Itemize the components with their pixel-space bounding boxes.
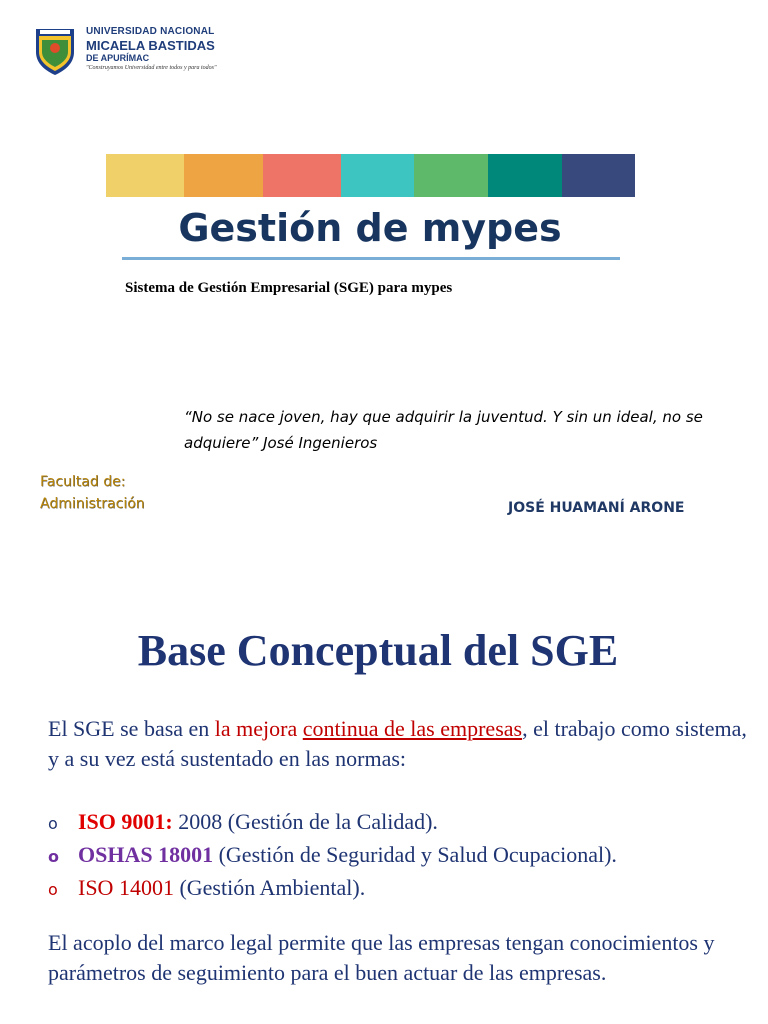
closing-paragraph: El acoplo del marco legal permite que las empresas tengan conocimientos y parámetros de seguimiento para el buen actuar de las empresas.: [48, 930, 715, 985]
band-segment: [263, 154, 341, 197]
norm-text: 2008 (Gestión de la Calidad).: [172, 809, 438, 834]
page-subtitle: Sistema de Gestión Empresarial (SGE) para mypes: [125, 280, 453, 296]
bullet-icon: o: [48, 880, 58, 899]
title-underline: [122, 257, 620, 260]
quote: “No se nace joven, hay que adquirir la juventud. Y sin un ideal, no se adquiere” José Ingenieros: [184, 408, 703, 452]
band-segment: [341, 154, 414, 197]
page-title: Gestión de mypes: [178, 206, 562, 250]
norm-label: ISO 9001:: [78, 809, 173, 834]
author-name: JOSÉ HUAMANÍ ARONE: [508, 500, 685, 516]
band-segment: [106, 154, 184, 197]
band-segment: [488, 154, 562, 197]
band-segment: [184, 154, 263, 197]
norm-text: (Gestión de Seguridad y Salud Ocupacional).: [213, 842, 617, 867]
band-segment: [414, 154, 488, 197]
band-segment: [562, 154, 635, 197]
faculty-label: [40, 471, 160, 515]
faculty-line1: Facultad de:: [40, 474, 126, 490]
norm-label: ISO 14001: [78, 875, 174, 900]
intro-underlined: continua de las empresas: [302, 716, 523, 741]
list-item: [48, 872, 768, 905]
bullet-icon: o: [48, 847, 59, 866]
norm-label: OSHAS 18001: [78, 842, 214, 867]
university-name-line1: UNIVERSIDAD NACIONAL: [86, 26, 215, 37]
university-name: [86, 26, 256, 73]
list-item: [48, 839, 768, 872]
intro-text-1: El SGE se basa en: [48, 716, 215, 741]
section-heading: Base Conceptual del SGE: [137, 626, 619, 675]
university-name-line3: DE APURÍMAC: [86, 53, 150, 63]
faculty-line2: Administración: [40, 496, 145, 512]
university-tagline: "Construyamos Universidad entre todos y para todos": [86, 65, 217, 71]
intro-text-2: , el trabajo como sistema, y a su vez está sustentado en las normas:: [48, 716, 747, 771]
university-name-line2: MICAELA BASTIDAS: [86, 38, 215, 53]
intro-paragraph: [48, 714, 748, 774]
intro-highlight: la mejora: [214, 716, 303, 741]
color-band: [106, 154, 635, 197]
bullet-icon: o: [48, 814, 58, 833]
norm-text: (Gestión Ambiental).: [173, 875, 366, 900]
university-shield-logo: [34, 26, 76, 76]
list-item: [48, 806, 768, 839]
norms-list: [48, 806, 768, 905]
